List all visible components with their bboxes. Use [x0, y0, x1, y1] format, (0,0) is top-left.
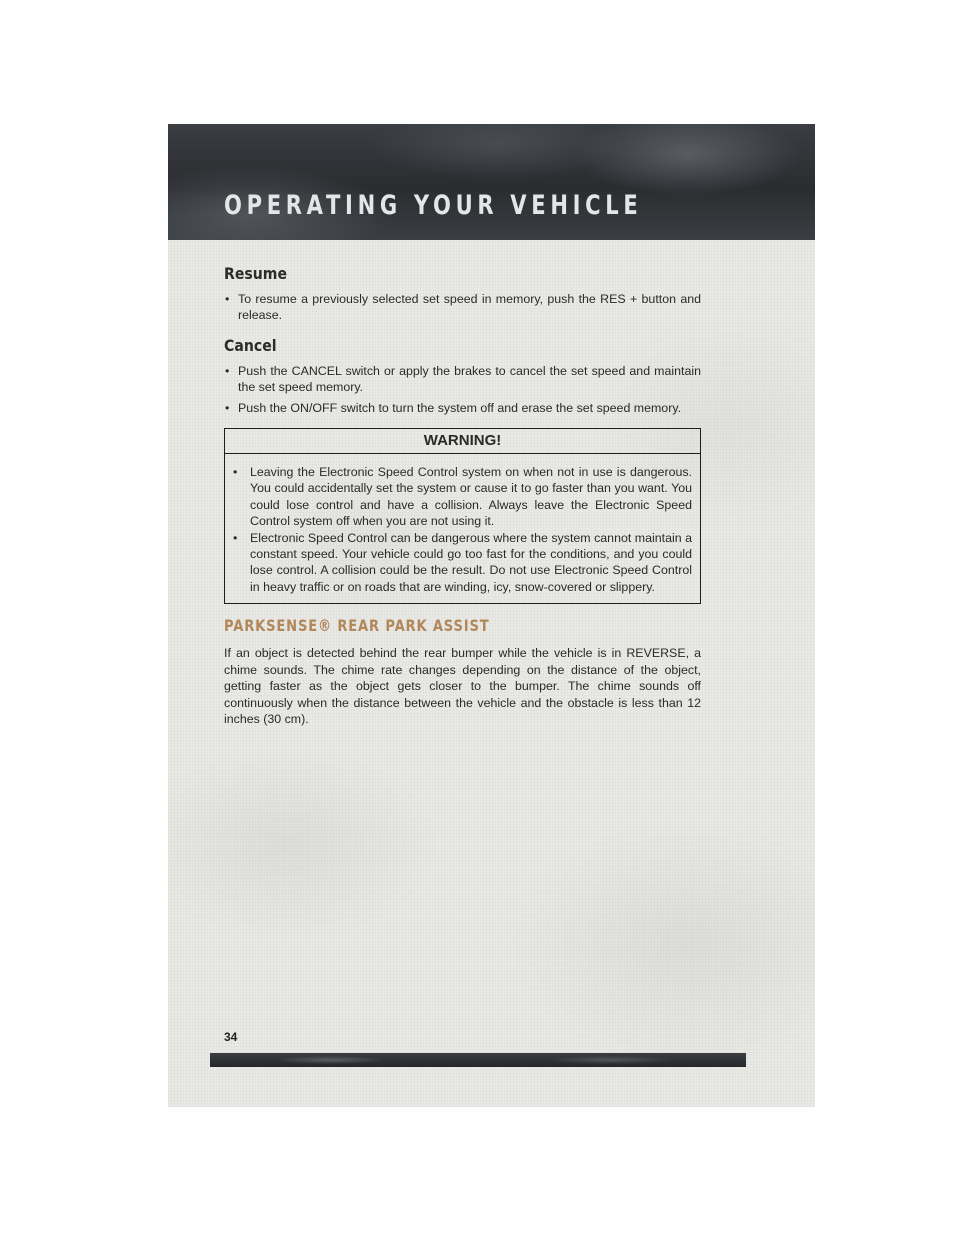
list-item-text: To resume a previously selected set speed in memory, push the RES + button and release. [238, 292, 701, 323]
list-item [233, 464, 692, 530]
cancel-list [224, 363, 701, 416]
chapter-title: OPERATING YOUR VEHICLE [224, 190, 643, 221]
page-number: 34 [224, 1030, 238, 1044]
list-item [224, 363, 701, 396]
resume-list [224, 291, 701, 324]
parksense-paragraph: If an object is detected behind the rear bumper while the vehicle is in REVERSE, a chime sounds. The chime rate changes depending on the distance of the object, getting faster as the object gets closer to the bumper. The chime sounds off continuously when the distance between the vehicle and the obstacle is less than 12 inches (30 cm). [224, 646, 701, 726]
bullet-icon: • [233, 530, 238, 545]
manual-page [168, 124, 815, 1107]
cancel-heading: Cancel [224, 335, 277, 355]
parksense-heading: PARKSENSE® REAR PARK ASSIST [224, 616, 490, 636]
resume-heading: Resume [224, 264, 288, 283]
list-item-text: Push the CANCEL switch or apply the brakes to cancel the set speed and maintain the set speed memory. [238, 363, 701, 395]
warning-list [225, 454, 700, 603]
list-item [224, 400, 701, 416]
header-band [168, 124, 815, 240]
list-item-text: Push the ON/OFF switch to turn the system off and erase the set speed memory. [238, 400, 682, 415]
warning-title: WARNING! [225, 429, 700, 454]
warning-box [224, 428, 701, 604]
list-item-text: Electronic Speed Control can be dangerous where the system cannot maintain a constant speed. Your vehicle could go too fast for the conditions, and you could lose control. A collision could be the result. Do not use Electronic Speed Control in heavy traffic or on roads that are winding, icy, snow-covered or slippery. [250, 530, 692, 594]
footer-bar [210, 1053, 746, 1067]
list-item [224, 291, 701, 324]
bullet-icon: • [225, 363, 230, 378]
page-content [224, 264, 701, 727]
list-item-text: Leaving the Electronic Speed Control system on when not in use is dangerous. You could accidentally set the system or cause it to go faster than you want. You could lose control and have a collision. Always leave the Electronic Speed Control system off when you are not using it. [250, 465, 692, 529]
bullet-icon: • [225, 292, 230, 306]
list-item [233, 530, 692, 596]
bullet-icon: • [233, 465, 238, 480]
bullet-icon: • [225, 400, 230, 415]
